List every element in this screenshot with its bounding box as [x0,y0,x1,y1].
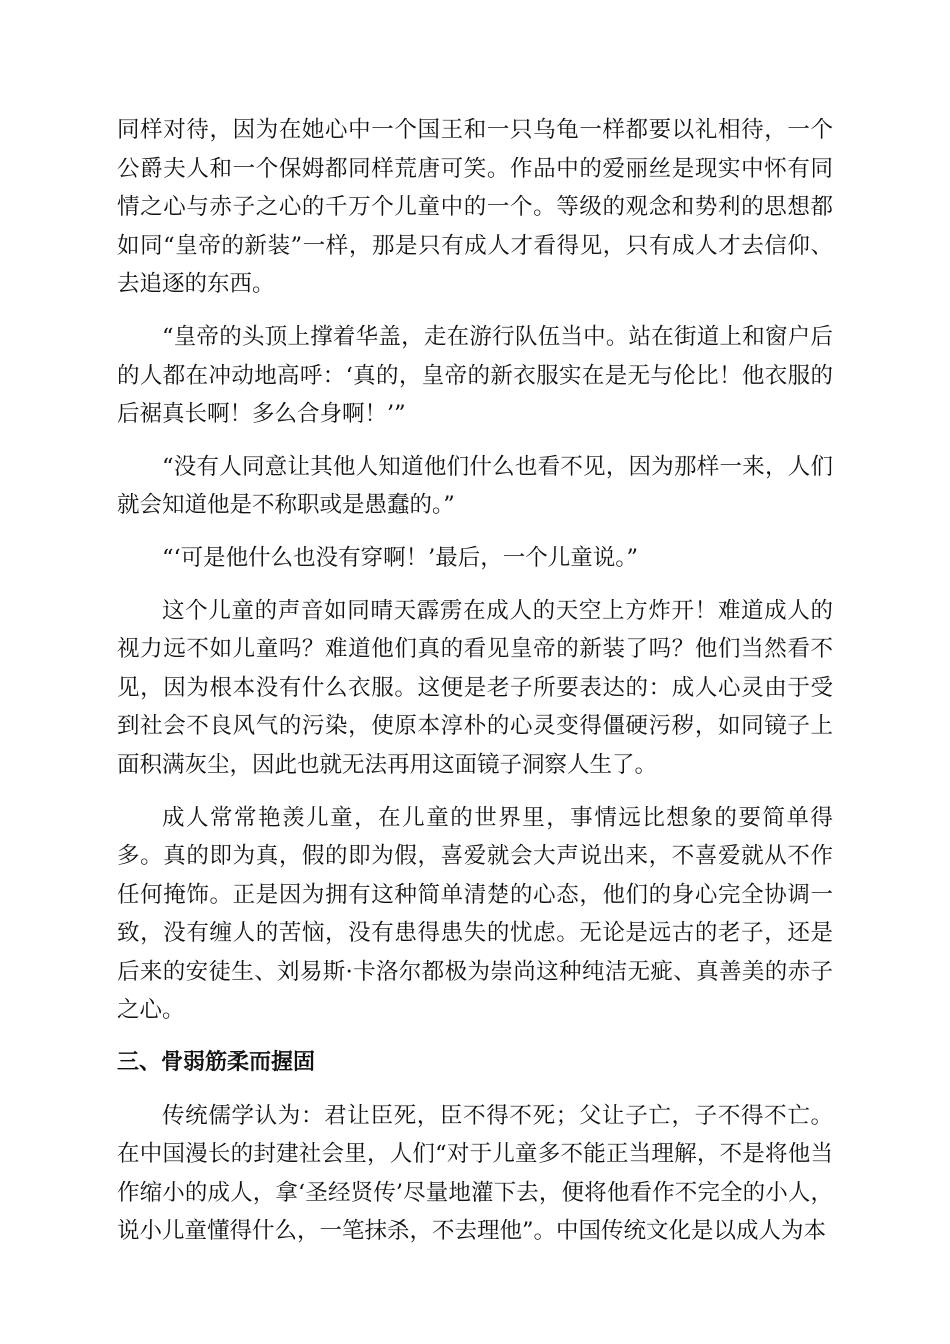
document-body [117,111,833,1265]
paragraph-quote-child-speaks: “‘可是他什么也没有穿啊！’最后，一个儿童说。” [162,544,639,571]
paragraph-adults-envy-children: 成人常常艳羡儿童，在儿童的世界里，事情远比想象的要简单得多。真的即为真，假的即为假，喜爱就会大声说出来，不喜爱就从不作任何掩饰。正是因为拥有这种简单清楚的心态，他们的身心完全协调一致，没有缠人的苦恼，没有患得患失的忧虑。无论是远古的老子，还是后来的安徒生、刘易斯·卡洛尔都极为崇尚这种纯洁无疵、真善美的赤子之心。 [117,804,833,1024]
paragraph-quote-emperor-procession: “皇帝的头顶上撑着华盖，走在游行队伍当中。站在街道上和窗户后的人都在冲动地高呼：‘真的，皇帝的新衣服实在是无与伦比！他衣服的后裾真长啊！多么合身啊！’” [117,323,833,428]
section-heading: 三、骨弱筋柔而握固 [117,1050,316,1076]
paragraph-continuation: 同样对待，因为在她心中一个国王和一只乌龟一样都要以礼相待，一个公爵夫人和一个保姆都同样荒唐可笑。作品中的爱丽丝是现实中怀有同情之心与赤子之心的千万个儿童中的一个。等级的观念和势利的思想都如同“皇帝的新装”一样，那是只有成人才看得见，只有成人才去信仰、去追逐的东西。 [117,117,833,298]
paragraph-confucian-tradition: 传统儒学认为：君让臣死，臣不得不死；父让子亡，子不得不亡。在中国漫长的封建社会里，人们“对于儿童多不能正当理解，不是将他当作缩小的成人，拿‘圣经贤传’尽量地灌下去，便将他看作不完全的小人，说小儿童懂得什么，一笔抹杀，不去理他”。中国传统文化是以成人为本 [117,1102,833,1245]
paragraph-child-voice: 这个儿童的声音如同晴天霹雳在成人的天空上方炸开！难道成人的视力远不如儿童吗？难道他们真的看见皇帝的新装了吗？他们当然看不见，因为根本没有什么衣服。这便是老子所要表达的：成人心灵由于受到社会不良风气的污染，使原本淳朴的心灵变得僵硬污秽，如同镜子上面积满灰尘，因此也就无法再用这面镜子洞察人生了。 [117,597,833,778]
paragraph-quote-nobody-admits: “没有人同意让其他人知道他们什么也看不见，因为那样一来，人们就会知道他是不称职或是愚蠢的。” [117,453,833,519]
